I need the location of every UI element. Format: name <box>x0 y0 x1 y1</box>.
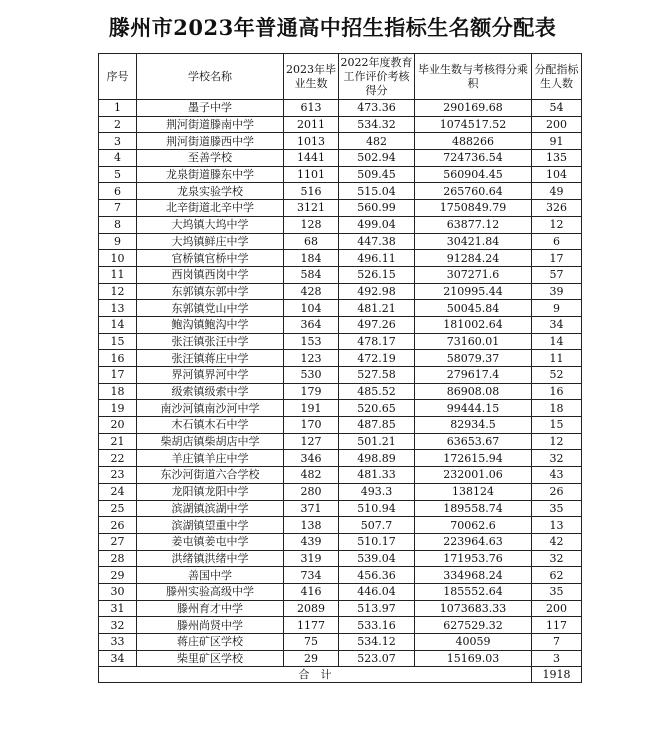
cell-quota: 135 <box>532 150 582 167</box>
cell-product: 181002.64 <box>415 316 532 333</box>
cell-index: 1 <box>99 100 137 117</box>
table-row <box>99 350 582 367</box>
cell-graduates: 584 <box>284 266 339 283</box>
cell-graduates: 138 <box>284 517 339 534</box>
cell-score: 509.45 <box>339 166 415 183</box>
cell-school-name: 羊庄镇羊庄中学 <box>137 450 284 467</box>
cell-school-name: 滕州育才中学 <box>137 600 284 617</box>
cell-school-name: 墨子中学 <box>137 100 284 117</box>
cell-product: 560904.45 <box>415 166 532 183</box>
cell-graduates: 170 <box>284 417 339 434</box>
cell-score: 497.26 <box>339 316 415 333</box>
cell-graduates: 191 <box>284 400 339 417</box>
cell-product: 223964.63 <box>415 533 532 550</box>
cell-graduates: 1013 <box>284 133 339 150</box>
cell-score: 515.04 <box>339 183 415 200</box>
cell-quota: 7 <box>532 634 582 651</box>
cell-index: 12 <box>99 283 137 300</box>
cell-graduates: 1177 <box>284 617 339 634</box>
cell-index: 31 <box>99 600 137 617</box>
cell-graduates: 371 <box>284 500 339 517</box>
table-row <box>99 266 582 283</box>
table-row <box>99 200 582 217</box>
cell-quota: 12 <box>532 433 582 450</box>
cell-score: 520.65 <box>339 400 415 417</box>
cell-product: 488266 <box>415 133 532 150</box>
cell-graduates: 29 <box>284 650 339 667</box>
cell-graduates: 184 <box>284 250 339 267</box>
cell-score: 478.17 <box>339 333 415 350</box>
cell-graduates: 613 <box>284 100 339 117</box>
cell-graduates: 530 <box>284 367 339 384</box>
cell-school-name: 东郭镇东郭中学 <box>137 283 284 300</box>
cell-score: 496.11 <box>339 250 415 267</box>
cell-product: 58079.37 <box>415 350 532 367</box>
cell-quota: 62 <box>532 567 582 584</box>
cell-index: 20 <box>99 417 137 434</box>
cell-quota: 326 <box>532 200 582 217</box>
cell-graduates: 1101 <box>284 166 339 183</box>
cell-school-name: 善国中学 <box>137 567 284 584</box>
cell-index: 16 <box>99 350 137 367</box>
cell-index: 22 <box>99 450 137 467</box>
cell-quota: 15 <box>532 417 582 434</box>
header-school-name: 学校名称 <box>137 54 284 100</box>
cell-product: 82934.5 <box>415 417 532 434</box>
cell-product: 210995.44 <box>415 283 532 300</box>
header-score: 2022年度教育工作评价考核得分 <box>339 54 415 100</box>
cell-score: 526.15 <box>339 266 415 283</box>
cell-school-name: 龙阳镇龙阳中学 <box>137 483 284 500</box>
cell-score: 502.94 <box>339 150 415 167</box>
table-row <box>99 116 582 133</box>
cell-index: 17 <box>99 367 137 384</box>
cell-index: 7 <box>99 200 137 217</box>
cell-quota: 42 <box>532 533 582 550</box>
cell-score: 473.36 <box>339 100 415 117</box>
cell-quota: 39 <box>532 283 582 300</box>
cell-school-name: 大坞镇大坞中学 <box>137 216 284 233</box>
cell-index: 32 <box>99 617 137 634</box>
cell-score: 487.85 <box>339 417 415 434</box>
cell-school-name: 东郭镇党山中学 <box>137 300 284 317</box>
cell-product: 1074517.52 <box>415 116 532 133</box>
cell-graduates: 128 <box>284 216 339 233</box>
cell-school-name: 鲍沟镇鲍沟中学 <box>137 316 284 333</box>
cell-graduates: 3121 <box>284 200 339 217</box>
cell-school-name: 荆河街道滕西中学 <box>137 133 284 150</box>
cell-score: 533.16 <box>339 617 415 634</box>
cell-index: 25 <box>99 500 137 517</box>
cell-product: 1750849.79 <box>415 200 532 217</box>
cell-school-name: 柴里矿区学校 <box>137 650 284 667</box>
cell-graduates: 319 <box>284 550 339 567</box>
cell-score: 510.17 <box>339 533 415 550</box>
table-row <box>99 634 582 651</box>
cell-index: 2 <box>99 116 137 133</box>
cell-product: 290169.68 <box>415 100 532 117</box>
cell-school-name: 界河镇界河中学 <box>137 367 284 384</box>
cell-index: 30 <box>99 583 137 600</box>
cell-index: 14 <box>99 316 137 333</box>
table-row <box>99 450 582 467</box>
table-row <box>99 250 582 267</box>
cell-quota: 11 <box>532 350 582 367</box>
cell-quota: 91 <box>532 133 582 150</box>
cell-graduates: 416 <box>284 583 339 600</box>
cell-school-name: 东沙河街道六合学校 <box>137 467 284 484</box>
cell-school-name: 南沙河镇南沙河中学 <box>137 400 284 417</box>
cell-index: 34 <box>99 650 137 667</box>
header-graduates: 2023年毕业生数 <box>284 54 339 100</box>
cell-quota: 43 <box>532 467 582 484</box>
table-row <box>99 333 582 350</box>
cell-index: 27 <box>99 533 137 550</box>
allocation-table <box>98 53 582 683</box>
cell-school-name: 西岗镇西岗中学 <box>137 266 284 283</box>
cell-school-name: 洪绪镇洪绪中学 <box>137 550 284 567</box>
table-body <box>99 100 582 667</box>
cell-product: 627529.32 <box>415 617 532 634</box>
cell-product: 15169.03 <box>415 650 532 667</box>
cell-school-name: 龙泉实验学校 <box>137 183 284 200</box>
cell-graduates: 104 <box>284 300 339 317</box>
cell-graduates: 75 <box>284 634 339 651</box>
table-row <box>99 283 582 300</box>
cell-quota: 32 <box>532 550 582 567</box>
cell-product: 40059 <box>415 634 532 651</box>
cell-quota: 14 <box>532 333 582 350</box>
cell-score: 539.04 <box>339 550 415 567</box>
table-row <box>99 300 582 317</box>
cell-score: 523.07 <box>339 650 415 667</box>
cell-school-name: 柴胡店镇柴胡店中学 <box>137 433 284 450</box>
cell-index: 28 <box>99 550 137 567</box>
cell-graduates: 516 <box>284 183 339 200</box>
table-row <box>99 367 582 384</box>
cell-score: 501.21 <box>339 433 415 450</box>
cell-quota: 35 <box>532 500 582 517</box>
cell-graduates: 127 <box>284 433 339 450</box>
cell-product: 307271.6 <box>415 266 532 283</box>
table-row <box>99 617 582 634</box>
cell-product: 138124 <box>415 483 532 500</box>
cell-school-name: 木石镇木石中学 <box>137 417 284 434</box>
cell-score: 527.58 <box>339 367 415 384</box>
table-row <box>99 166 582 183</box>
cell-index: 3 <box>99 133 137 150</box>
cell-score: 481.33 <box>339 467 415 484</box>
cell-quota: 200 <box>532 600 582 617</box>
header-quota: 分配指标生人数 <box>532 54 582 100</box>
cell-index: 11 <box>99 266 137 283</box>
cell-quota: 26 <box>532 483 582 500</box>
table-row <box>99 100 582 117</box>
header-product: 毕业生数与考核得分乘积 <box>415 54 532 100</box>
cell-index: 18 <box>99 383 137 400</box>
cell-index: 15 <box>99 333 137 350</box>
cell-score: 493.3 <box>339 483 415 500</box>
table-header-row <box>99 54 582 100</box>
cell-graduates: 346 <box>284 450 339 467</box>
cell-school-name: 姜屯镇姜屯中学 <box>137 533 284 550</box>
cell-school-name: 滕州实验高级中学 <box>137 583 284 600</box>
cell-score: 492.98 <box>339 283 415 300</box>
cell-score: 507.7 <box>339 517 415 534</box>
table-row <box>99 183 582 200</box>
cell-index: 6 <box>99 183 137 200</box>
cell-school-name: 张汪镇蒋庄中学 <box>137 350 284 367</box>
cell-quota: 49 <box>532 183 582 200</box>
page-title: 滕州市2023年普通高中招生指标生名额分配表 <box>108 15 557 40</box>
cell-quota: 12 <box>532 216 582 233</box>
cell-product: 265760.64 <box>415 183 532 200</box>
cell-score: 485.52 <box>339 383 415 400</box>
cell-school-name: 级索镇级索中学 <box>137 383 284 400</box>
cell-product: 30421.84 <box>415 233 532 250</box>
cell-graduates: 153 <box>284 333 339 350</box>
cell-quota: 52 <box>532 367 582 384</box>
cell-product: 171953.76 <box>415 550 532 567</box>
cell-product: 63877.12 <box>415 216 532 233</box>
cell-graduates: 734 <box>284 567 339 584</box>
cell-index: 33 <box>99 634 137 651</box>
cell-graduates: 482 <box>284 467 339 484</box>
cell-index: 4 <box>99 150 137 167</box>
cell-school-name: 蒋庄矿区学校 <box>137 634 284 651</box>
cell-product: 99444.15 <box>415 400 532 417</box>
cell-quota: 200 <box>532 116 582 133</box>
cell-quota: 57 <box>532 266 582 283</box>
cell-score: 534.32 <box>339 116 415 133</box>
cell-score: 534.12 <box>339 634 415 651</box>
cell-graduates: 68 <box>284 233 339 250</box>
cell-score: 456.36 <box>339 567 415 584</box>
table-row <box>99 550 582 567</box>
cell-quota: 18 <box>532 400 582 417</box>
cell-school-name: 大坞镇鲜庄中学 <box>137 233 284 250</box>
table-row <box>99 500 582 517</box>
cell-quota: 34 <box>532 316 582 333</box>
cell-score: 498.89 <box>339 450 415 467</box>
table-row <box>99 383 582 400</box>
cell-index: 5 <box>99 166 137 183</box>
cell-quota: 32 <box>532 450 582 467</box>
cell-index: 23 <box>99 467 137 484</box>
cell-school-name: 滨湖镇望重中学 <box>137 517 284 534</box>
cell-quota: 9 <box>532 300 582 317</box>
cell-score: 560.99 <box>339 200 415 217</box>
table-row <box>99 583 582 600</box>
cell-school-name: 张汪镇张汪中学 <box>137 333 284 350</box>
cell-index: 19 <box>99 400 137 417</box>
cell-graduates: 2011 <box>284 116 339 133</box>
cell-school-name: 龙泉街道滕东中学 <box>137 166 284 183</box>
table-row <box>99 316 582 333</box>
cell-graduates: 2089 <box>284 600 339 617</box>
cell-school-name: 至善学校 <box>137 150 284 167</box>
cell-product: 185552.64 <box>415 583 532 600</box>
table-row <box>99 133 582 150</box>
cell-score: 513.97 <box>339 600 415 617</box>
cell-graduates: 364 <box>284 316 339 333</box>
table-row <box>99 400 582 417</box>
cell-school-name: 滕州尚贤中学 <box>137 617 284 634</box>
table-row <box>99 417 582 434</box>
cell-score: 510.94 <box>339 500 415 517</box>
cell-index: 9 <box>99 233 137 250</box>
table-row <box>99 600 582 617</box>
cell-score: 481.21 <box>339 300 415 317</box>
cell-school-name: 官桥镇官桥中学 <box>137 250 284 267</box>
header-index: 序号 <box>99 54 137 100</box>
cell-product: 73160.01 <box>415 333 532 350</box>
cell-quota: 54 <box>532 100 582 117</box>
cell-index: 10 <box>99 250 137 267</box>
total-value: 1918 <box>532 667 582 683</box>
cell-score: 499.04 <box>339 216 415 233</box>
cell-quota: 104 <box>532 166 582 183</box>
cell-quota: 17 <box>532 250 582 267</box>
cell-product: 50045.84 <box>415 300 532 317</box>
cell-quota: 13 <box>532 517 582 534</box>
table-row <box>99 433 582 450</box>
cell-product: 70062.6 <box>415 517 532 534</box>
table-row <box>99 533 582 550</box>
cell-quota: 6 <box>532 233 582 250</box>
cell-index: 26 <box>99 517 137 534</box>
total-label: 合 计 <box>99 667 532 683</box>
cell-product: 724736.54 <box>415 150 532 167</box>
table-row <box>99 150 582 167</box>
cell-score: 482 <box>339 133 415 150</box>
table-row <box>99 650 582 667</box>
cell-score: 446.04 <box>339 583 415 600</box>
cell-product: 334968.24 <box>415 567 532 584</box>
cell-quota: 117 <box>532 617 582 634</box>
table-row <box>99 483 582 500</box>
table-row <box>99 233 582 250</box>
cell-school-name: 北辛街道北辛中学 <box>137 200 284 217</box>
total-row <box>99 667 582 683</box>
cell-product: 279617.4 <box>415 367 532 384</box>
cell-graduates: 123 <box>284 350 339 367</box>
cell-product: 1073683.33 <box>415 600 532 617</box>
table-row <box>99 216 582 233</box>
cell-index: 21 <box>99 433 137 450</box>
cell-index: 8 <box>99 216 137 233</box>
cell-index: 24 <box>99 483 137 500</box>
cell-quota: 35 <box>532 583 582 600</box>
cell-product: 172615.94 <box>415 450 532 467</box>
cell-graduates: 179 <box>284 383 339 400</box>
cell-product: 63653.67 <box>415 433 532 450</box>
cell-quota: 16 <box>532 383 582 400</box>
cell-product: 91284.24 <box>415 250 532 267</box>
cell-product: 189558.74 <box>415 500 532 517</box>
cell-score: 447.38 <box>339 233 415 250</box>
cell-graduates: 280 <box>284 483 339 500</box>
table-row <box>99 517 582 534</box>
cell-school-name: 荆河街道滕南中学 <box>137 116 284 133</box>
cell-graduates: 1441 <box>284 150 339 167</box>
cell-school-name: 滨湖镇滨湖中学 <box>137 500 284 517</box>
table-row <box>99 567 582 584</box>
cell-index: 29 <box>99 567 137 584</box>
cell-product: 86908.08 <box>415 383 532 400</box>
cell-quota: 3 <box>532 650 582 667</box>
cell-score: 472.19 <box>339 350 415 367</box>
cell-index: 13 <box>99 300 137 317</box>
cell-graduates: 428 <box>284 283 339 300</box>
cell-graduates: 439 <box>284 533 339 550</box>
cell-product: 232001.06 <box>415 467 532 484</box>
table-row <box>99 467 582 484</box>
